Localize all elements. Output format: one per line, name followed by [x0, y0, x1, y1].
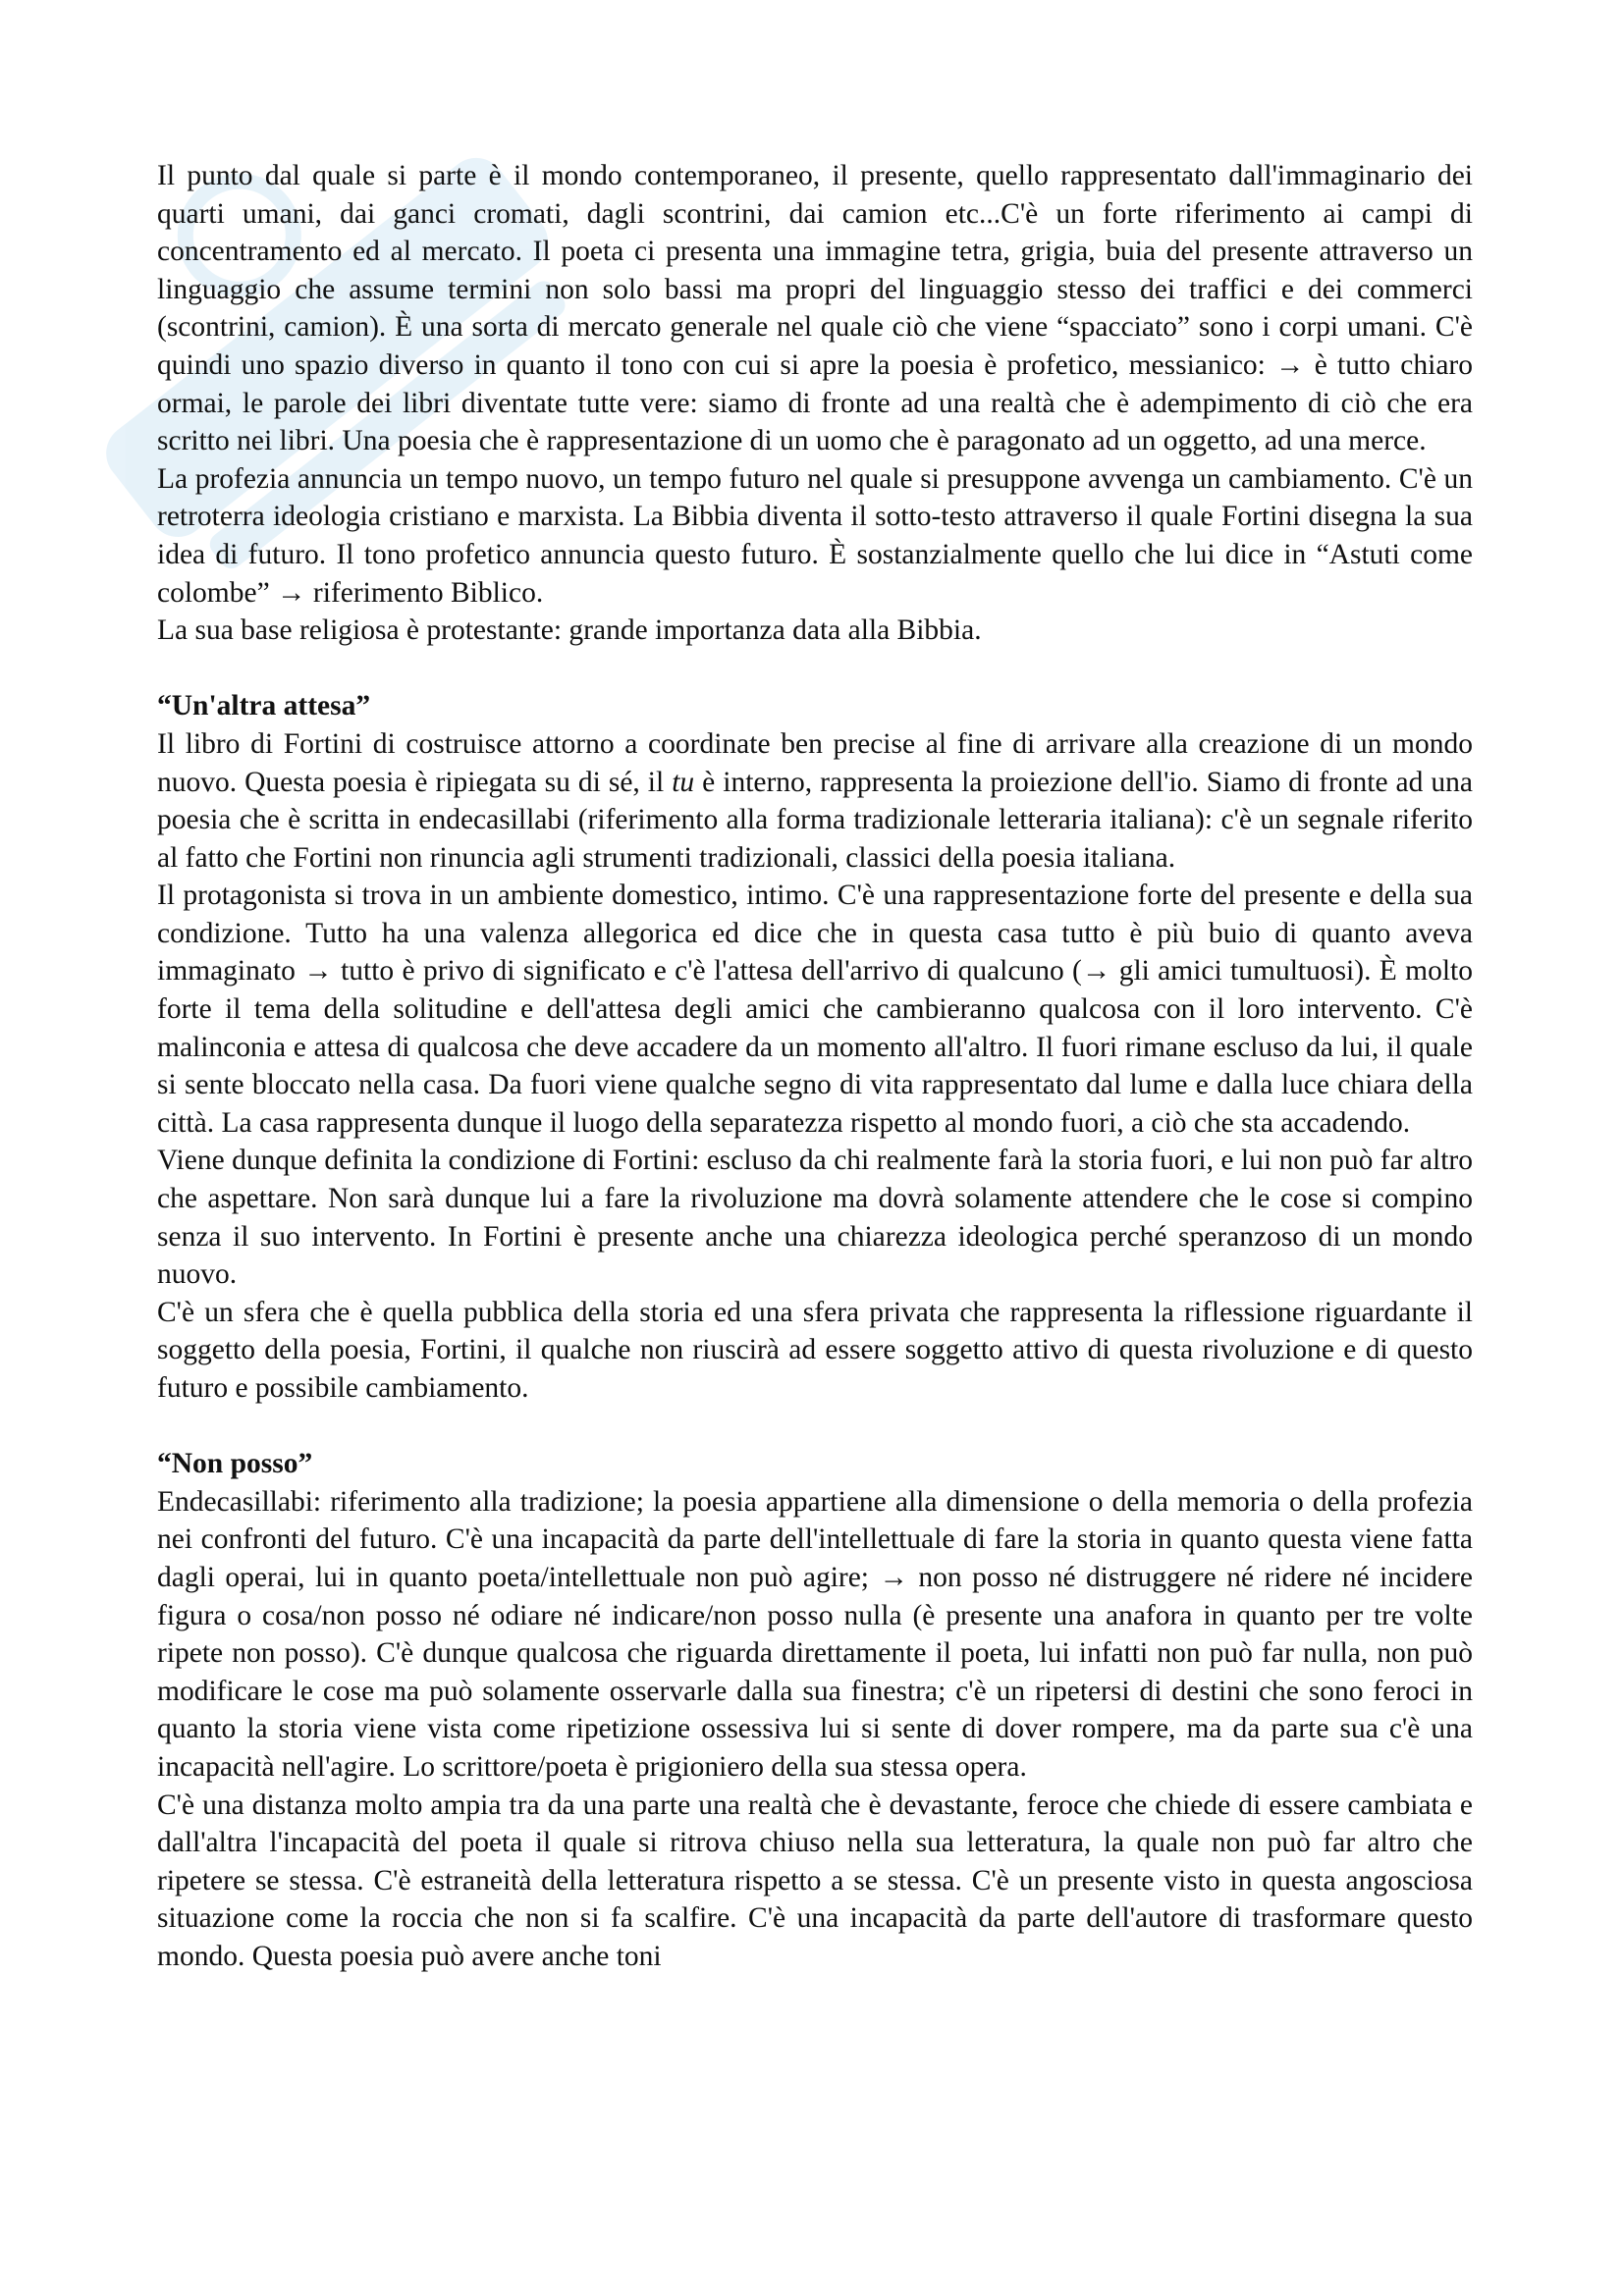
section-paragraph-2: C'è una distanza molto ampia tra da una parte una realtà che è devastante, feroce che chiede di essere cambiata e dall'altra l'incapacità del poeta il quale si ritrova chiuso nella sua letteratura, la quale non può far altro che ripetere se stessa. C'è estraneità della letteratura rispetto a se stessa. C'è un presente visto in questa angosciosa situazione come la roccia che non si fa scalfire. C'è una incapacità da parte dell'autore di trasformare questo mondo. Questa poesia può avere anche toni	[157, 1789, 1473, 1972]
text-run: è interno, rappresenta la proiezione dell'io. Siamo di fronte ad una poesia che è scritta in endecasillabi (riferimento alla forma tradizionale letteraria italiana): c'è un segnale riferito al fatto che Fortini non rinuncia agli strumenti tradizionali, classici della poesia italiana.	[157, 766, 1473, 874]
intro-section	[157, 157, 1473, 650]
intro-paragraph-2: La profezia annuncia un tempo nuovo, un tempo futuro nel quale si presuppone avvenga un cambiamento. C'è un retroterra ideologia cristiano e marxista. La Bibbia diventa il sotto-testo attraverso il quale Fortini disegna la sua idea di futuro. Il tono profetico annuncia questo futuro. È sostanzialmente quello che lui dice in “Astuti come colombe” → riferimento Biblico.	[157, 462, 1473, 609]
spacer	[157, 650, 1473, 688]
text-run: Il libro di Fortini di costruisce attorno a coordinate ben precise al fine di arrivare alla creazione di un mondo nuovo. Questa poesia è ripiegata su di sé, il	[157, 727, 1473, 798]
section-title: “Non posso”	[157, 1448, 313, 1480]
section-paragraph-1: Endecasillabi: riferimento alla tradizione; la poesia appartiene alla dimensione o della memoria o della profezia nei confronti del futuro. C'è una incapacità da parte dell'intellettuale di fare la storia in quanto questa viene fatta dagli operai, lui in quanto poeta/intellettuale non può agire; → non posso né distruggere né ridere né incidere figura o cosa/non posso né odiare né indicare/non posso nulla (è presente una anafora in quanto per tre volte ripete non posso). C'è dunque qualcosa che riguarda direttamente il poeta, lui infatti non può far nulla, non può modificare le cose ma può solamente osservarle dalla sua finestra; c'è un ripetersi di destini che sono feroci in quanto la storia viene vista come ripetizione ossessiva lui si sente di dover rompere, ma da parte sua c'è una incapacità nell'agire. Lo scrittore/poeta è prigioniero della sua stessa opera.	[157, 1485, 1473, 1783]
section-title: “Un'altra attesa”	[157, 690, 371, 722]
section-paragraph-4: C'è un sfera che è quella pubblica della storia ed una sfera privata che rappresenta la riflessione riguardante il soggetto della poesia, Fortini, il qualche non riuscirà ad essere soggetto attivo di questa rivoluzione e di questo futuro e possibile cambiamento.	[157, 1296, 1473, 1404]
section-non-posso	[157, 1445, 1473, 1975]
section-paragraph-1	[157, 725, 1473, 877]
intro-paragraph-3: La sua base religiosa è protestante: grande importanza data alla Bibbia.	[157, 614, 982, 647]
section-paragraph-3: Viene dunque definita la condizione di Fortini: escluso da chi realmente farà la storia fuori, e lui non può far altro che aspettare. Non sarà dunque lui a fare la rivoluzione ma dovrà solamente attendere che le cose si compino senza il suo intervento. In Fortini è presente anche una chiarezza ideologica perché speranzoso di un mondo nuovo.	[157, 1145, 1473, 1291]
document-page	[157, 157, 1473, 1976]
section-paragraph-2: Il protagonista si trova in un ambiente domestico, intimo. C'è una rappresentazione forte del presente e della sua condizione. Tutto ha una valenza allegorica ed dice che in questa casa tutto è più buio di quanto aveva immaginato → tutto è privo di significato e c'è l'attesa dell'arrivo di qualcuno (→ gli amici tumultuosi). È molto forte il tema della solitudine e dell'attesa degli amici che cambieranno qualcosa con il loro intervento. C'è malinconia e attesa di qualcosa che deve accadere da un momento all'altro. Il fuori rimane escluso da lui, il quale si sente bloccato nella casa. Da fuori viene qualche segno di vita rappresentato dal lume e dalla luce chiara della città. La casa rappresenta dunque il luogo della separatezza rispetto al mondo fuori, a ciò che sta accadendo.	[157, 880, 1473, 1139]
intro-paragraph-1: Il punto dal quale si parte è il mondo contemporaneo, il presente, quello rappresentato dall'immaginario dei quarti umani, dai ganci cromati, dagli scontrini, dai camion etc...C'è un forte riferimento ai campi di concentramento ed al mercato. Il poeta ci presenta una immagine tetra, grigia, buia del presente attraverso un linguaggio che assume termini non solo bassi ma propri del linguaggio stesso dei traffici e dei commerci (scontrini, camion). È una sorta di mercato generale nel quale ciò che viene “spacciato” sono i corpi umani. C'è quindi uno spazio diverso in quanto il tono con cui si apre la poesia è profetico, messianico: → è tutto chiaro ormai, le parole dei libri diventate tutte vere: siamo di fronte ad una realtà che è adempimento di ciò che era scritto nei libri. Una poesia che è rappresentazione di un uomo che è paragonato ad un oggetto, ad una merce.	[157, 160, 1473, 457]
italic-word: tu	[672, 766, 695, 798]
spacer	[157, 1408, 1473, 1446]
section-un-altra-attesa	[157, 687, 1473, 1407]
